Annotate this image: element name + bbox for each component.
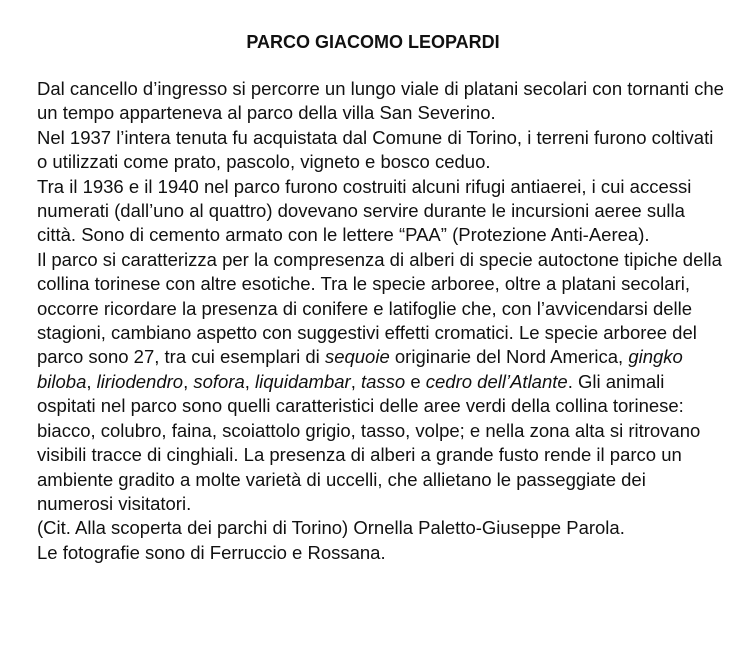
text-segment: ,: [350, 370, 361, 392]
text-segment: ,: [86, 370, 97, 392]
paragraph-p6: [37, 541, 727, 565]
text-segment: Dal cancello d’ingresso si percorre un lungo viale di platani secolari con tornanti che un tempo apparteneva al parco della villa San Severino.: [37, 78, 724, 124]
italic-term: liriodendro: [96, 370, 184, 392]
text-segment: e: [405, 370, 426, 392]
paragraph-p1: [37, 77, 727, 126]
text-segment: ,: [244, 370, 256, 392]
italic-term: cedro dell’Atlante: [425, 370, 568, 392]
text-segment: ,: [183, 370, 194, 392]
italic-term: liquidambar: [255, 370, 351, 392]
text-segment: Il parco si caratterizza per la compresenza di alberi di specie autoctone tipiche della collina torinese con altre esotiche. Tra le specie arboree, oltre a platani secolari, occorre ricordare la presenza di conifere e latifoglie che, con l’avvicendarsi delle stagioni, cambiano aspetto con suggestivi effetti cromatici. Le specie arboree del parco sono 27, tra cui esemplari di: [37, 248, 722, 368]
italic-term: tasso: [360, 370, 406, 392]
text-segment: Le fotografie sono di Ferruccio e Rossana.: [37, 541, 386, 563]
italic-term: sofora: [193, 370, 245, 392]
page-title: PARCO GIACOMO LEOPARDI: [246, 32, 500, 52]
text-segment: (Cit. Alla scoperta dei parchi di Torino) Ornella Paletto-Giuseppe Parola.: [37, 517, 625, 539]
italic-term: sequoie: [324, 346, 390, 368]
paragraph-p4: [37, 248, 727, 516]
paragraph-p3: [37, 175, 727, 248]
text-segment: Tra il 1936 e il 1940 nel parco furono costruiti alcuni rifugi antiaerei, i cui accessi numerati (dall’uno al quattro) dovevano servire durante le incursioni aeree sulla città. Sono di cemento armato con le lettere “PAA” (Protezione Anti-Aerea).: [37, 175, 692, 246]
text-segment: . Gli animali ospitati nel parco sono quelli caratteristici delle aree verdi della collina torinese: biacco, colubro, faina, scoiattolo grigio, tasso, volpe; e nella zona alta si ritrovano visibili tracce di cinghiali. La presenza di alberi a grande fusto rende il parco un ambiente gradito a molte varietà di uccelli, che allietano le passeggiate dei numerosi visitatori.: [37, 370, 701, 514]
paragraph-p5: [37, 516, 727, 540]
text-segment: Nel 1937 l’intera tenuta fu acquistata dal Comune di Torino, i terreni furono coltivati o utilizzati come prato, pascolo, vigneto e bosco ceduo.: [37, 126, 714, 173]
italic-term: gingko biloba: [37, 346, 683, 392]
document-body: [37, 77, 727, 565]
paragraph-p2: [37, 126, 727, 175]
text-segment: originarie del Nord America,: [389, 346, 629, 368]
